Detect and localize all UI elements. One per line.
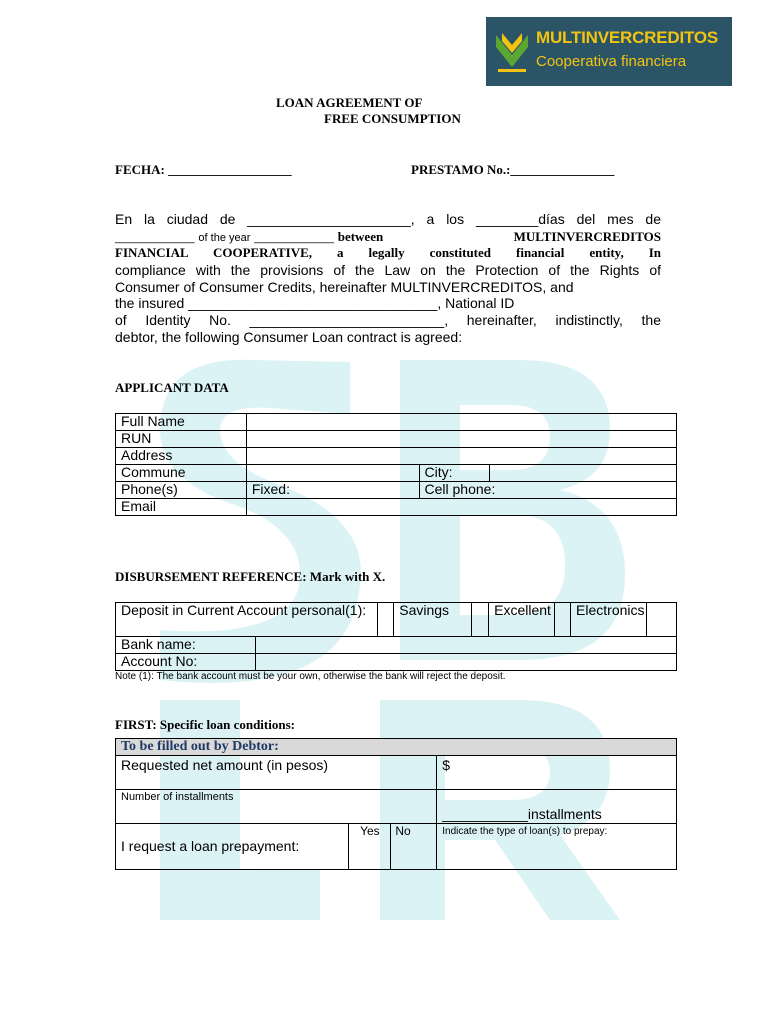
requested-amount-field[interactable]: $: [437, 756, 677, 790]
logo-name: MULTINVERCREDITOS: [536, 28, 719, 47]
address-label: Address: [116, 448, 247, 465]
disbursement-heading: DISBURSEMENT REFERENCE: Mark with X.: [115, 569, 386, 584]
full-name-value[interactable]: [246, 414, 676, 431]
cell-phone-field[interactable]: Cell phone:: [419, 482, 676, 499]
para-line-3: FINANCIAL COOPERATIVE, a legally constituted financial entity, In: [115, 244, 661, 260]
savings-label: Savings: [394, 603, 472, 637]
disbursement-table: [115, 602, 677, 671]
phones-label: Phone(s): [116, 482, 247, 499]
debtor-subheading: To be filled out by Debtor:: [116, 739, 677, 756]
agreement-paragraph: [115, 211, 661, 346]
logo-mark-icon: [492, 27, 532, 75]
excellent-checkbox[interactable]: [555, 603, 571, 637]
prepay-loan-type-field[interactable]: Indicate the type of loan(s) to prepay:: [437, 824, 677, 870]
first-heading: FIRST: Specific loan conditions:: [115, 717, 295, 732]
para-line-2: [115, 228, 661, 245]
commune-value[interactable]: [246, 465, 419, 482]
email-value[interactable]: [246, 499, 676, 516]
bank-account-note: Note (1): The bank account must be your own, otherwise the bank will reject the deposit.: [115, 671, 506, 682]
applicant-heading: APPLICANT DATA: [115, 380, 229, 395]
requested-amount-label: Requested net amount (in pesos): [116, 756, 437, 790]
prepayment-label: I request a loan prepayment:: [116, 824, 349, 870]
para-line-6: the insured ________________________________, National ID: [115, 295, 515, 312]
commune-label: Commune: [116, 465, 247, 482]
para-line-4: compliance with the provisions of the Law on the Protection of the Rights of: [115, 261, 661, 278]
prestamo-field: PRESTAMO No.:________________: [411, 162, 615, 177]
run-label: RUN: [116, 431, 247, 448]
prepay-no-option[interactable]: No: [391, 824, 437, 870]
electronics-checkbox[interactable]: [647, 603, 677, 637]
fixed-phone-field[interactable]: Fixed:: [246, 482, 419, 499]
deposit-checkbox[interactable]: [378, 603, 394, 637]
para-of-year: of the year: [198, 231, 251, 244]
fecha-field: FECHA: ___________________: [115, 162, 292, 177]
para-between: between: [337, 228, 384, 244]
electronics-label: Electronics: [571, 603, 647, 637]
installments-field[interactable]: ___________installments: [437, 790, 677, 824]
deposit-current-account-label: Deposit in Current Account personal(1):: [116, 603, 378, 637]
account-no-value[interactable]: [255, 654, 676, 671]
applicant-table: [115, 413, 677, 516]
para-blank-month: _____________: [115, 231, 195, 244]
email-label: Email: [116, 499, 247, 516]
city-value[interactable]: [490, 465, 677, 482]
bank-name-value[interactable]: [255, 637, 676, 654]
address-value[interactable]: [246, 448, 676, 465]
para-line-5: Consumer of Consumer Credits, hereinafter MULTINVERCREDITOS, and: [115, 278, 574, 295]
para-line-7: of Identity No. _________________________, hereinafter, indistinctly, the: [115, 312, 661, 329]
logo-tagline: Cooperativa financiera: [536, 53, 687, 70]
prepay-yes-option[interactable]: Yes: [349, 824, 391, 870]
city-label: City:: [419, 465, 490, 482]
doc-title-line1: LOAN AGREEMENT OF: [276, 95, 423, 110]
run-value[interactable]: [246, 431, 676, 448]
installments-label: Number of installments: [116, 790, 437, 824]
loan-conditions-table: [115, 738, 677, 870]
excellent-label: Excellent: [489, 603, 555, 637]
para-company-name: MULTINVERCREDITOS: [513, 228, 661, 244]
para-line-1: En la ciudad de _____________________, a los ________días del mes de: [115, 211, 661, 227]
full-name-label: Full Name: [116, 414, 247, 431]
para-line-8: debtor, the following Consumer Loan contract is agreed:: [115, 329, 463, 346]
company-logo: [486, 17, 732, 86]
account-no-label: Account No:: [116, 654, 256, 671]
doc-title-line2: FREE CONSUMPTION: [324, 111, 461, 126]
para-blank-year: _____________: [254, 231, 334, 244]
savings-checkbox[interactable]: [472, 603, 489, 637]
bank-name-label: Bank name:: [116, 637, 256, 654]
